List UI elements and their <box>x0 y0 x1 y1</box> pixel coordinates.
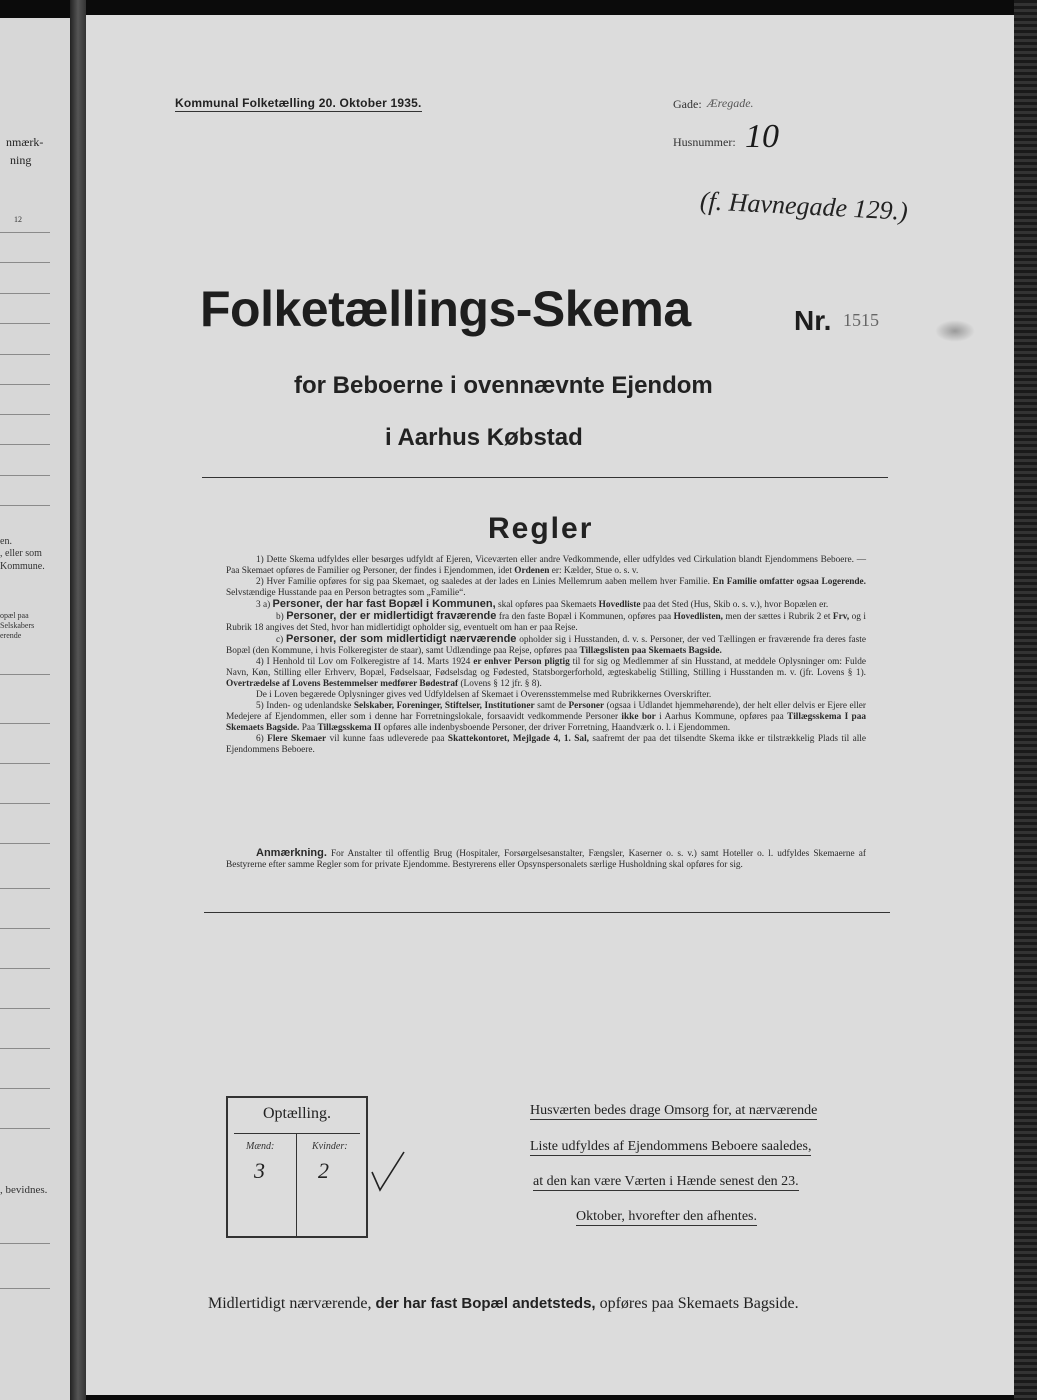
anmaerkning-label: Anmærkning. <box>256 847 327 859</box>
left-fragment: , bevidnes. <box>0 1184 48 1196</box>
rule-1: 1) Dette Skema udfyldes eller besørges udfyldt af Ejeren, Viceværten eller andre Vedkommende, eller udfyldes ved Cirkulation blandt Ejendommens Beboere. — Paa Skemaet opføres de Familier og Personer, der findes i Ejendommen, idet Ordenen er: Kælder, Stue o. s. v. <box>226 555 866 576</box>
footer-note: Midlertidigt nærværende, der har fast Bopæl andetsteds, opføres paa Skemaets Bagside. <box>208 1295 799 1312</box>
rule-3c: c) Personer, der som midlertidigt nærværende opholder sig i Husstanden, d. v. s. Personer, der ved Tællingen er fraværende fra deres faste Bopæl (den Kommune, i hvis Folkeregister de staar), samt Udlændinge paa Rejse, opføres paa Tillægslisten paa Skemaets Bagside. <box>226 633 867 656</box>
rule-6: 6) Flere Skemaer vil kunne faas udleverede paa Skattekontoret, Mejlgade 4, 1. Sal, saafremt der paa det tilsendte Skema ikke er tilstrækkelig Plads til alle Ejendommens Beboere. <box>226 734 866 755</box>
section-divider <box>204 912 890 913</box>
anmaerkning-text: Anmærkning. For Anstalter til offentlig Brug (Hospitaler, Forsørgelsesanstalter, Fængsler, Kaserner o. s. v.) samt Hoteller o. l. udfyldes Skemaerne af Bestyrerne efter samme Regler som for private Ejendomme. Bestyrerens eller Opsynspersonalets særlige Husholdning skal opføres for sig. <box>226 847 866 870</box>
title-divider <box>202 477 888 478</box>
husnummer-label: Husnummer: <box>673 135 736 149</box>
tally-box <box>226 1096 368 1238</box>
book-gutter <box>70 0 86 1400</box>
husnummer-value: 10 <box>745 118 779 155</box>
maend-value: 3 <box>254 1158 265 1183</box>
left-page-fragment <box>0 18 72 1400</box>
left-fragment: nmærk- <box>6 135 44 149</box>
check-mark-icon <box>368 1150 408 1194</box>
left-fragment: opæl paa <box>0 611 29 620</box>
rule-4: 4) I Henhold til Lov om Folkeregistre af 14. Marts 1924 er enhver Person pligtig til for sig og Medlemmer af sin Husstand, at meddele Oplysninger om: Fulde Navn, Køn, Stilling eller Erhverv, Bopæl, Fødselsaar, Fødselsdag og Fødested, Statsborgerforhold, ægteskabelig Stilling, Stilling i Husstanden m. v. (jfr. Lovens § 1). Overtrædelse af Lovens Bestemmelser medfører Bødestraf (Lovens § 12 jfr. § 8). <box>226 657 867 689</box>
left-fragment: ning <box>10 153 32 167</box>
rules-text <box>226 555 866 756</box>
landlord-note-line-1: Husværten bedes drage Omsorg for, at nærværende <box>530 1103 818 1118</box>
tally-title: Optælling. <box>262 1105 331 1122</box>
kvinder-label: Kvinder: <box>312 1141 348 1152</box>
rule-3b: b) Personer, der er midlertidigt fraværende fra den faste Bopæl i Kommunen, opføres paa Hovedlisten, men der sættes i Rubrik 2 et Frv, og i Rubrik 18 angives det Sted, hvor han midlertidigt opholder sig, eventuelt om han er paa Rejse. <box>226 610 866 633</box>
left-fragment: erende <box>0 631 22 640</box>
form-nr-label: Nr. <box>794 305 832 336</box>
maend-label: Mænd: <box>246 1141 275 1152</box>
left-fragment: , eller som <box>0 548 42 559</box>
census-header: Kommunal Folketælling 20. Oktober 1935. <box>175 96 422 110</box>
rule-4-2: De i Loven begærede Oplysninger gives ved Udfyldelsen af Skemaet i Overensstemmelse med Rubrikkernes Overskrifter. <box>256 690 712 700</box>
regler-heading: Regler <box>488 512 594 545</box>
ink-smudge <box>935 320 975 342</box>
form-subtitle-1: for Beboerne i ovennævnte Ejendom <box>294 372 713 399</box>
kvinder-value: 2 <box>318 1158 329 1183</box>
gade-label: Gade: <box>673 97 702 111</box>
landlord-note-line-4: Oktober, hvorefter den afhentes. <box>576 1209 757 1224</box>
handwritten-note: (f. Havnegade 129.) <box>699 186 909 226</box>
rule-5: 5) Inden- og udenlandske Selskaber, Foreninger, Stiftelser, Institutioner samt de Personer (ogsaa i Udlandet hjemmehørende), der helt eller delvis er Ejere eller Medejere af Ejendommen, eller som i denne har Forretningslokale, forsaavidt vedkommende Personer ikke bor i Aarhus Kommune, opføres paa Tillægsskema I paa Skemaets Bagside. Paa Tillægsskema II opføres alle indenbysboende Personer, der driver Forretning, Haandværk o. l. i Ejendommen. <box>226 701 867 733</box>
rule-3a: 3 a) Personer, der har fast Bopæl i Kommunen, skal opføres paa Skemaets Hovedliste paa det Sted (Hus, Skib o. s. v.), hvor Bopælen er. <box>256 598 829 610</box>
left-fragment: en. <box>0 536 12 547</box>
left-fragment: Selskabers <box>0 621 35 630</box>
landlord-note-line-3: at den kan være Værten i Hænde senest den 23. <box>533 1174 799 1189</box>
left-fragment: Kommune. <box>0 561 45 572</box>
rule-2: 2) Hver Familie opføres for sig paa Skemaet, og saaledes at der lades en Linies Mellemrum aaben mellem hver Familie. En Familie omfatter ogsaa Logerende. Selvstændige Husstande paa en Person betragtes som „Familie“. <box>226 577 866 598</box>
book-edge <box>1014 0 1037 1400</box>
landlord-note-line-2: Liste udfyldes af Ejendommens Beboere saaledes, <box>530 1139 812 1154</box>
left-fragment: 12 <box>14 215 22 224</box>
form-nr-value: 1515 <box>843 310 879 330</box>
form-title: Folketællings-Skema <box>200 281 691 337</box>
form-subtitle-2: i Aarhus Købstad <box>385 424 583 451</box>
gade-value: Æregade. <box>707 96 754 110</box>
